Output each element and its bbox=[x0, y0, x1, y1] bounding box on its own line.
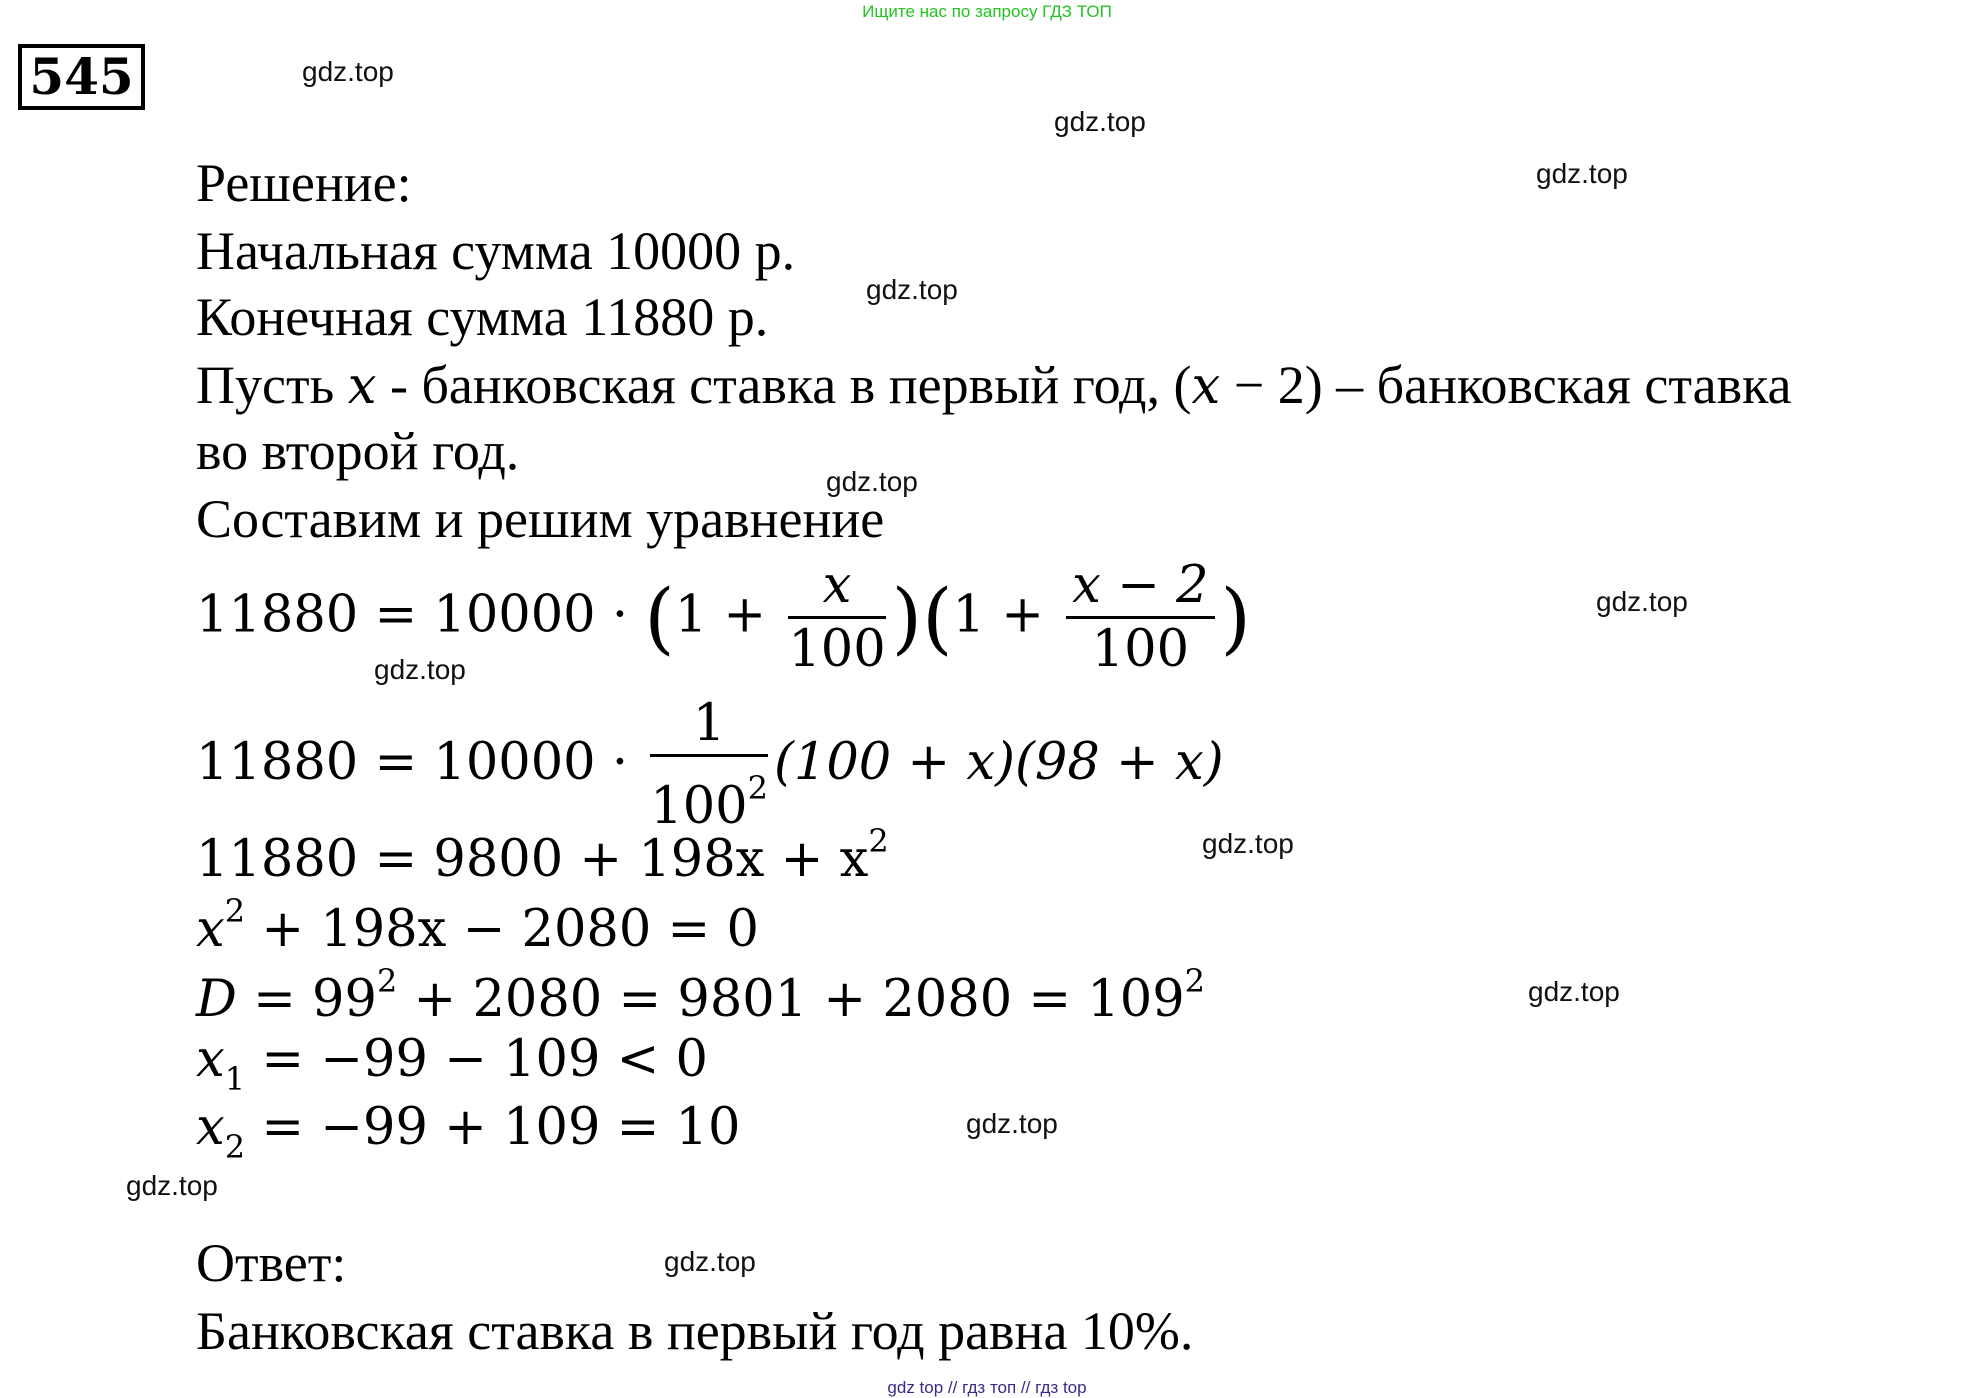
search-banner: Ищите нас по запросу ГДЗ ТОП bbox=[862, 2, 1112, 21]
fraction-denominator: 100 bbox=[788, 620, 886, 679]
eq2-right: (100 + x)(98 + x) bbox=[773, 733, 1224, 792]
paren: ) bbox=[891, 573, 923, 664]
fraction-numerator: x bbox=[788, 556, 885, 619]
footer-watermark: gdz top // гдз топ // гдз top bbox=[887, 1378, 1087, 1397]
fraction bbox=[1066, 556, 1214, 681]
var-x: x bbox=[1191, 357, 1221, 416]
eq2-left: 11880 = 10000 · bbox=[196, 733, 645, 792]
eq3-main: 11880 = 9800 + 198x + x bbox=[196, 830, 869, 889]
denominator-base: 100 bbox=[650, 777, 748, 836]
watermark: gdz.top bbox=[1536, 158, 1628, 189]
exponent: 2 bbox=[868, 822, 889, 860]
watermark: gdz.top bbox=[826, 466, 918, 497]
discriminant-equation bbox=[196, 962, 1205, 1029]
final-sum-line: Конечная сумма 11880 р. bbox=[196, 287, 769, 347]
watermark: gdz.top bbox=[374, 654, 466, 685]
var-x: x bbox=[196, 1098, 225, 1157]
initial-sum-line: Начальная сумма 10000 р. bbox=[196, 221, 796, 281]
let-rest: − 2) – банковская ставка bbox=[1220, 355, 1792, 415]
watermark: gdz.top bbox=[126, 1170, 218, 1201]
exponent: 2 bbox=[376, 962, 398, 1000]
watermark: gdz.top bbox=[1054, 106, 1146, 137]
solution-heading: Решение: bbox=[196, 153, 412, 213]
root-2-equation bbox=[196, 1098, 740, 1166]
equation-4 bbox=[196, 892, 759, 959]
subscript: 2 bbox=[224, 1128, 246, 1166]
equation-2 bbox=[196, 694, 1224, 838]
var-x: x bbox=[196, 900, 225, 959]
root-1-equation bbox=[196, 1030, 708, 1098]
let-mid: - банковская ставка в первый год, ( bbox=[376, 355, 1192, 415]
watermark: gdz.top bbox=[1202, 828, 1294, 859]
let-x-line bbox=[196, 352, 1791, 420]
fraction bbox=[788, 556, 885, 681]
eq7-rest: = −99 + 109 = 10 bbox=[245, 1098, 741, 1157]
watermark: gdz.top bbox=[1596, 586, 1688, 617]
answer-heading: Ответ: bbox=[196, 1233, 347, 1293]
fraction-denominator: 100 bbox=[1091, 620, 1190, 679]
compose-line: Составим и решим уравнение bbox=[196, 489, 885, 549]
eq4-rest: + 198x − 2080 = 0 bbox=[245, 900, 759, 959]
watermark: gdz.top bbox=[302, 56, 394, 87]
var-x: x bbox=[347, 357, 377, 416]
eq5-a: = 99 bbox=[236, 970, 377, 1029]
eq1-left: 11880 = 10000 · bbox=[196, 585, 645, 645]
exponent: 2 bbox=[747, 769, 768, 807]
paren: ( bbox=[922, 573, 953, 664]
fraction-numerator: 1 bbox=[650, 694, 768, 757]
var-x: x bbox=[196, 1030, 225, 1089]
let-prefix: Пусть bbox=[196, 355, 348, 415]
fraction bbox=[650, 694, 768, 838]
answer-text: Банковская ставка в первый год равна 10%. bbox=[196, 1301, 1194, 1361]
exponent: 2 bbox=[1184, 962, 1206, 1000]
exponent: 2 bbox=[224, 892, 246, 930]
eq1-one: 1 + bbox=[952, 585, 1061, 645]
paren: ) bbox=[1220, 573, 1251, 664]
paren: ( bbox=[644, 573, 675, 664]
watermark: gdz.top bbox=[866, 274, 958, 305]
task-number: 545 bbox=[18, 44, 145, 110]
eq5-b: + 2080 = 9801 + 2080 = 109 bbox=[397, 970, 1185, 1029]
var-d: D bbox=[196, 970, 237, 1029]
fraction-numerator: x − 2 bbox=[1066, 556, 1214, 619]
watermark: gdz.top bbox=[966, 1108, 1058, 1139]
equation-3 bbox=[196, 822, 889, 889]
watermark: gdz.top bbox=[664, 1246, 756, 1277]
equation-1 bbox=[196, 556, 1251, 681]
eq1-one: 1 + bbox=[674, 585, 783, 645]
second-year-line: во второй год. bbox=[196, 421, 520, 481]
eq6-rest: = −99 − 109 < 0 bbox=[245, 1030, 709, 1089]
watermark: gdz.top bbox=[1528, 976, 1620, 1007]
subscript: 1 bbox=[224, 1060, 246, 1098]
